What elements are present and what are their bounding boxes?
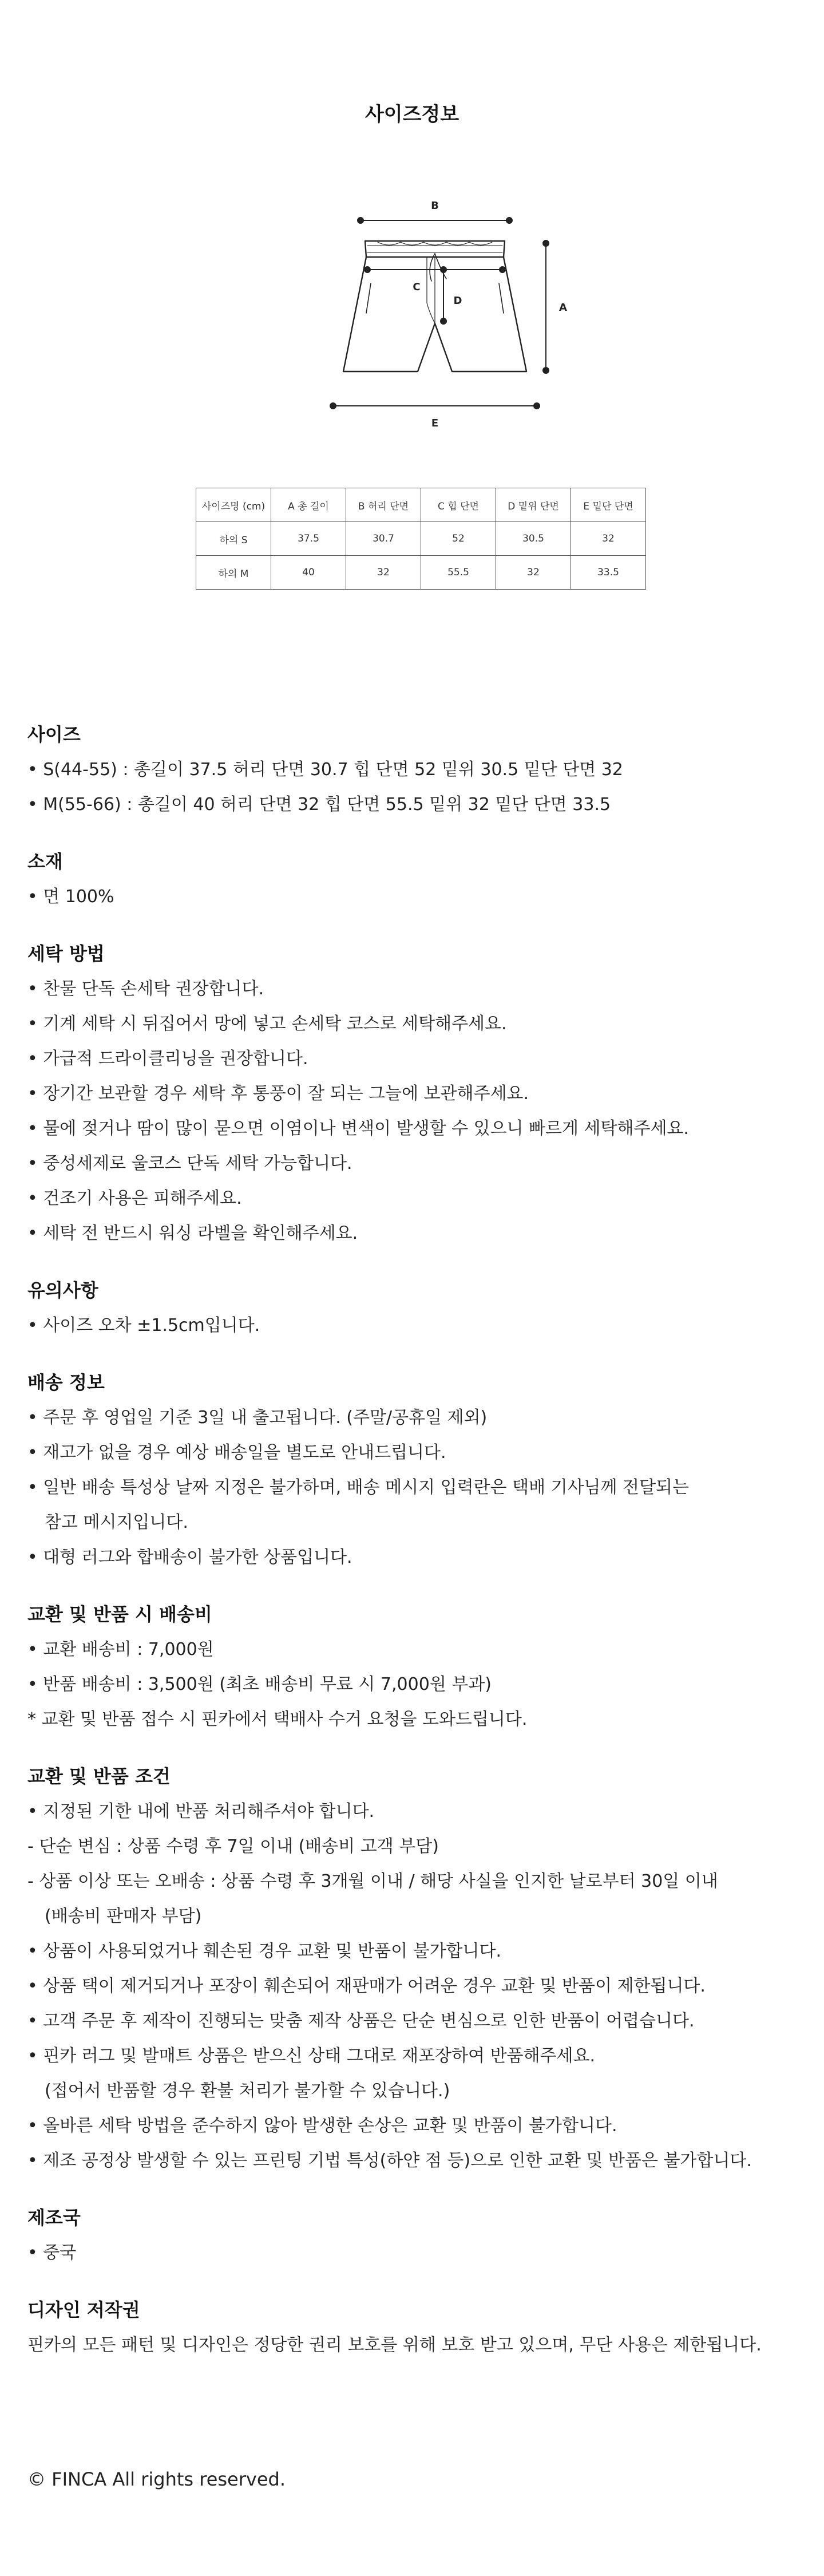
info-line: • 건조기 사용은 피해주세요. (27, 1188, 242, 1208)
info-line: • 핀카 러그 및 발매트 상품은 받으신 상태 그대로 재포장하여 반품해주세요. (27, 2046, 595, 2066)
info-line: 참고 메시지입니다. (45, 1512, 188, 1532)
info-line: • 면 100% (27, 887, 114, 907)
size-table-header-cell: E 밑단 단면 (571, 488, 646, 522)
size-table-cell: 30.7 (346, 522, 421, 556)
size-table-cell: 55.5 (421, 556, 496, 590)
info-line: • 사이즈 오차 ±1.5cm입니다. (27, 1315, 260, 1336)
info-line: • 고객 주문 후 제작이 진행되는 맞춤 제작 상품은 단순 변심으로 인한 반품이 어렵습니다. (27, 2011, 695, 2031)
info-paragraph: 핀카의 모든 패턴 및 디자인은 정당한 권리 보호를 위해 보호 받고 있으며, 무단 사용은 제한됩니다. (27, 2335, 762, 2355)
section-title: 교환 및 반품 시 배송비 (27, 1603, 212, 1625)
info-line: • 찬물 단독 손세탁 권장합니다. (27, 979, 264, 999)
info-line: • 중성세제로 울코스 단독 세탁 가능합니다. (27, 1153, 352, 1174)
size-table-header-cell: 사이즈명 (cm) (196, 488, 271, 522)
size-table-header-cell: D 밑위 단면 (496, 488, 571, 522)
info-line: • 주문 후 영업일 기준 3일 내 출고됩니다. (주말/공휴일 제외) (27, 1408, 488, 1428)
section-title: 교환 및 반품 조건 (27, 1765, 171, 1787)
info-line: - 상품 이상 또는 오배송 : 상품 수령 후 3개월 이내 / 해당 사실을 인지한 날로부터 30일 이내 (27, 1871, 718, 1891)
size-table-cell: 52 (421, 522, 496, 556)
info-line: * 교환 및 반품 접수 시 핀카에서 택배사 수거 요청을 도와드립니다. (27, 1709, 528, 1729)
size-table-cell: 33.5 (571, 556, 646, 590)
size-table-header-cell: C 힙 단면 (421, 488, 496, 522)
size-table-cell: 37.5 (271, 522, 346, 556)
info-line: • M(55-66) : 총길이 40 허리 단면 32 힙 단면 55.5 밑위 32 밑단 단면 33.5 (27, 795, 611, 815)
info-line: (접어서 반품할 경우 환불 처리가 불가할 수 있습니다.) (45, 2081, 450, 2101)
info-line: • 일반 배송 특성상 날짜 지정은 불가하며, 배송 메시지 입력란은 택배 기사님께 전달되는 (27, 1477, 689, 1498)
diagram-label-d: D (453, 295, 462, 307)
info-line: • 가급적 드라이클리닝을 권장합니다. (27, 1049, 308, 1069)
diagram-label-b: B (431, 200, 439, 212)
section-return-fee (27, 1602, 806, 1737)
section-design-copyright (27, 2298, 806, 2362)
section-title: 제조국 (27, 2207, 81, 2229)
section-material (27, 850, 806, 914)
section-title: 사이즈 (27, 724, 81, 745)
info-line: • S(44-55) : 총길이 37.5 허리 단면 30.7 힙 단면 52 밑위 30.5 밑단 단면 32 (27, 760, 623, 780)
section-wash (27, 942, 806, 1251)
size-table-header-row (196, 488, 646, 522)
info-line: • 중국 (27, 2243, 77, 2263)
info-line: (배송비 판매자 부담) (45, 1906, 202, 1926)
size-table-header-cell: A 총 길이 (271, 488, 346, 522)
size-table-cell: 32 (571, 522, 646, 556)
footer-copyright: © FINCA All rights reserved. (27, 2468, 286, 2490)
info-line: • 상품 택이 제거되거나 포장이 훼손되어 재판매가 어려운 경우 교환 및 반품이 제한됩니다. (27, 1976, 706, 1996)
diagram-label-a: A (559, 302, 567, 314)
section-title: 배송 정보 (27, 1372, 105, 1393)
section-size (27, 722, 806, 822)
size-table-cell: 하의 S (196, 522, 271, 556)
section-return-conditions (27, 1764, 806, 2178)
size-table (196, 488, 646, 590)
section-caution (27, 1278, 806, 1343)
size-table-cell: 32 (346, 556, 421, 590)
section-title: 유의사항 (27, 1279, 98, 1301)
info-line: • 제조 공정상 발생할 수 있는 프린팅 기법 특성(하얀 점 등)으로 인한 교환 및 반품은 불가합니다. (27, 2151, 752, 2171)
size-table-cell: 32 (496, 556, 571, 590)
product-info-sections (27, 722, 806, 2390)
size-table-row (196, 556, 646, 590)
size-table-cell: 40 (271, 556, 346, 590)
section-shipping (27, 1370, 806, 1575)
info-line: • 재고가 없을 경우 예상 배송일을 별도로 안내드립니다. (27, 1443, 446, 1463)
diagram-label-e: E (431, 417, 439, 429)
diagram-label-c: C (413, 281, 421, 293)
info-line: • 반품 배송비 : 3,500원 (최초 배송비 무료 시 7,000원 부과) (27, 1674, 492, 1694)
shorts-size-diagram (298, 186, 572, 438)
info-line: • 기계 세탁 시 뒤집어서 망에 넣고 손세탁 코스로 세탁해주세요. (27, 1014, 507, 1034)
size-table-cell: 30.5 (496, 522, 571, 556)
size-table-row (196, 522, 646, 556)
section-origin (27, 2206, 806, 2270)
info-line: • 세탁 전 반드시 워싱 라벨을 확인해주세요. (27, 1223, 358, 1243)
info-line: - 단순 변심 : 상품 수령 후 7일 이내 (배송비 고객 부담) (27, 1836, 439, 1856)
info-line: • 물에 젖거나 땀이 많이 묻으면 이염이나 변색이 발생할 수 있으니 빠르게 세탁해주세요. (27, 1119, 689, 1139)
size-table-header-cell: B 허리 단면 (346, 488, 421, 522)
section-title: 세탁 방법 (27, 943, 105, 965)
info-line: • 올바른 세탁 방법을 준수하지 않아 발생한 손상은 교환 및 반품이 불가합니다. (27, 2116, 617, 2136)
info-line: • 교환 배송비 : 7,000원 (27, 1639, 214, 1660)
section-title: 디자인 저작권 (27, 2299, 140, 2321)
size-info-title: 사이즈정보 (365, 103, 459, 126)
info-line: • 상품이 사용되었거나 훼손된 경우 교환 및 반품이 불가합니다. (27, 1941, 502, 1961)
info-line: • 지정된 기한 내에 반품 처리해주셔야 합니다. (27, 1801, 375, 1822)
info-line: • 장기간 보관할 경우 세탁 후 통풍이 잘 되는 그늘에 보관해주세요. (27, 1084, 529, 1104)
section-title: 소재 (27, 851, 63, 872)
info-line: • 대형 러그와 합배송이 불가한 상품입니다. (27, 1547, 352, 1567)
size-table-cell: 하의 M (196, 556, 271, 590)
